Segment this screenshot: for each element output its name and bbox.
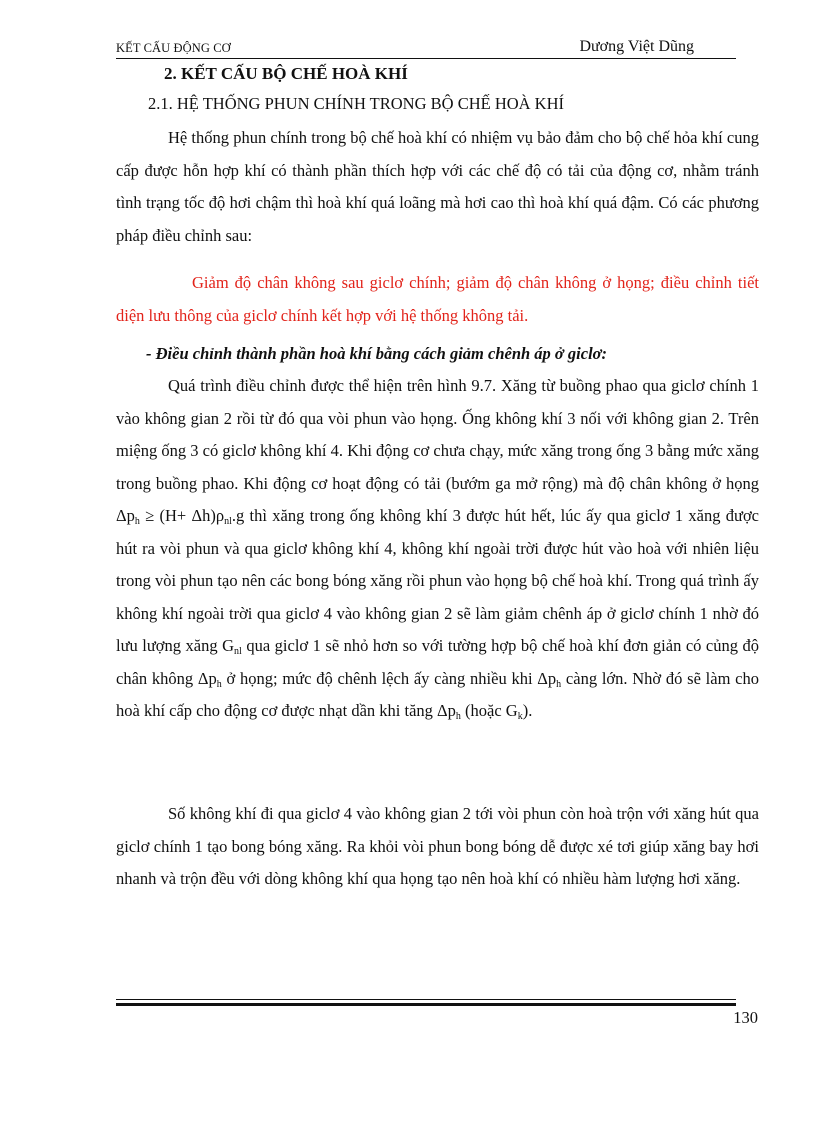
footer-divider-thick — [116, 1003, 736, 1006]
text-run: ). — [522, 701, 533, 720]
text-run: qua giclơ 1 sẽ nhỏ hơn so với tường hợp bộ chế hoà khí đơn giản có củng độ chân không Δp — [116, 636, 759, 688]
header-divider — [116, 58, 736, 59]
text-run: càng lớn. Nhờ đó sẽ làm cho hoà khí cấp cho động cơ được nhạt dần khi tăng Δp — [116, 668, 759, 720]
subscript: nl — [224, 516, 232, 527]
subsection-title: 2.1. HỆ THỐNG PHUN CHÍNH TRONG BỘ CHẾ HOÀ KHÍ — [148, 94, 565, 113]
air-mixing-paragraph: Số không khí đi qua giclơ 4 vào không gian 2 tới vòi phun còn hoà trộn với xăng hút qua giclơ chính 1 tạo bong bóng xăng. Ra khỏi vòi phun bong bóng dễ được xé tơi giúp xăng bay hơi nhanh và trộn đều với dòng không khí qua họng tạo nên hoà khí có nhiều hàm lượng hơi xăng. — [116, 804, 759, 888]
text-run: ≥ (H+ Δh)ρ — [139, 506, 225, 525]
process-paragraph — [116, 370, 759, 728]
text-run: Quá trình điều chỉnh được thể hiện trên hình 9.7. Xăng từ buồng phao qua giclơ chính 1 vào không gian 2 rồi từ đó qua vòi phun vào họng. Ống không khí 3 nối với không gian 2. Trên miệng ống 3 có giclơ không khí 4. Khi động cơ chưa chạy, mức xăng trong ống 3 bằng mức xăng trong buồng phao. Khi động cơ hoạt động có tải (bướm ga mở rộng) mà độ chân không ở họng Δp — [116, 376, 759, 525]
running-header-title: KẾT CẤU ĐỘNG CƠ — [116, 41, 231, 55]
text-run: ở họng; mức độ chênh lệch ấy càng nhiều khi Δp — [221, 668, 557, 688]
subscript: k — [517, 711, 523, 722]
method-heading: - Điều chỉnh thành phần hoà khí bằng cách giảm chênh áp ở giclơ: — [146, 344, 608, 363]
subscript: h — [134, 516, 140, 527]
intro-paragraph: Hệ thống phun chính trong bộ chế hoà khí có nhiệm vụ bảo đảm cho bộ chế hỏa khí cung cấp được hỗn hợp khí có thành phần thích hợp với các chế độ có tải của động cơ, nhằm tránh tình trạng tốc độ hơi chậm thì hoà khí quá loãng mà hơi cao thì hoà khí quá đậm. Có các phương pháp điều chỉnh sau: — [116, 128, 759, 245]
section-title: 2. KẾT CẤU BỘ CHẾ HOÀ KHÍ — [164, 64, 408, 83]
subscript: h — [455, 711, 461, 722]
page-number: 130 — [733, 1008, 758, 1027]
text-run: (hoặc G — [460, 701, 518, 720]
highlighted-methods-paragraph: Giảm độ chân không sau giclơ chính; giảm độ chân không ở họng; điều chỉnh tiết diện lưu thông của giclơ chính kết hợp với hệ thống không tải. — [116, 273, 759, 325]
text-run: .g thì xăng trong ống không khí 3 được hút hết, lúc ấy qua giclơ 1 xăng được hút ra vòi phun và qua giclơ không khí 4, không khí ngoài trời được hút vào hoà với nhiên liệu trong vòi phun tạo nên các bong bóng xăng rồi phun vào họng bộ chế hoà khí. Trong quá trình ấy không khí ngoài trời qua giclơ 4 vào không gian 2 sẽ làm giảm chênh áp ở giclơ chính 1 nhờ đó lưu lượng xăng G — [116, 506, 759, 655]
subscript: h — [216, 678, 222, 690]
footer-divider-thin — [116, 999, 736, 1000]
subscript: h — [556, 678, 562, 690]
subscript: nl — [234, 646, 242, 657]
running-header-author: Dương Việt Dũng — [579, 38, 694, 55]
